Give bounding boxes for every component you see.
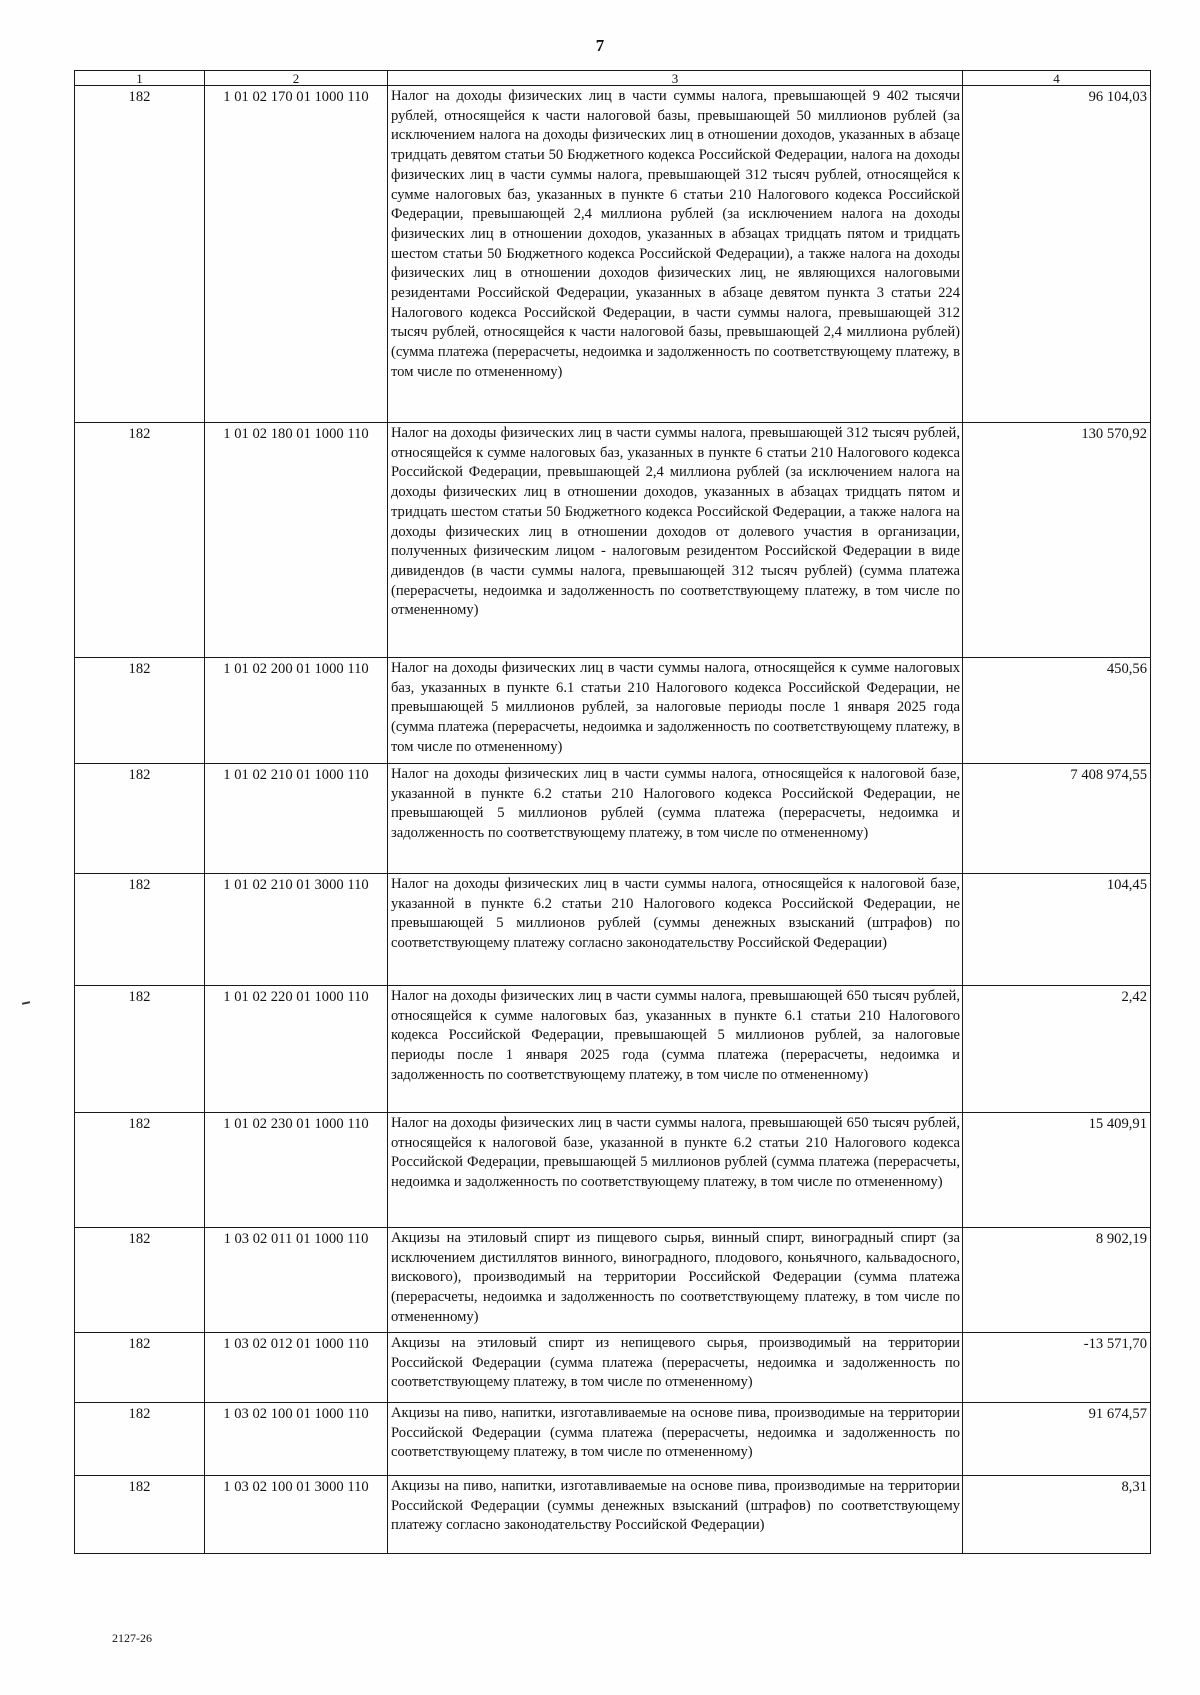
table-row [75,1476,1151,1554]
table-row [75,1333,1151,1403]
table-row [75,1113,1151,1228]
column-header-4: 4 [963,71,1151,86]
amount: 8,31 [963,1476,1151,1554]
revenue-name: Налог на доходы физических лиц в части суммы налога, превышающей 650 тысяч рублей, относящейся к сумме налоговых баз, указанных в пункте 6.1 статьи 210 Налогового кодекса Российской Федерации, превышающей 5 миллионов рублей, за налоговые периоды после 1 января 2025 года (сумма платежа (перерасчеты, недоимка и задолженность по соответствующему платежу, в том числе по отмененному) [388,986,963,1113]
column-header-2: 2 [205,71,388,86]
revenue-name: Налог на доходы физических лиц в части суммы налога, относящейся к налоговой базе, указанной в пункте 6.2 статьи 210 Налогового кодекса Российской Федерации, не превышающей 5 миллионов рублей (сумма платежа (перерасчеты, недоимка и задолженность по соответствующему платежу, в том числе по отмененному) [388,764,963,874]
document-code: 2127-26 [112,1631,152,1645]
header-row [75,71,1151,86]
budget-code: 1 01 02 210 01 1000 110 [205,764,388,874]
admin-code: 182 [75,1403,205,1476]
admin-code: 182 [75,86,205,423]
admin-code: 182 [75,1476,205,1554]
budget-code: 1 03 02 012 01 1000 110 [205,1333,388,1403]
admin-code: 182 [75,1333,205,1403]
amount: 8 902,19 [963,1228,1151,1333]
amount: 7 408 974,55 [963,764,1151,874]
amount: 2,42 [963,986,1151,1113]
admin-code: 182 [75,874,205,986]
budget-code: 1 03 02 100 01 3000 110 [205,1476,388,1554]
admin-code: 182 [75,986,205,1113]
revenue-table [74,70,1151,1554]
budget-code: 1 01 02 170 01 1000 110 [205,86,388,423]
revenue-name: Налог на доходы физических лиц в части суммы налога, превышающей 9 402 тысячи рублей, относящейся к части налоговой базы, превышающей 50 миллионов рублей (за исключением налога на доходы физических лиц в отношении доходов, указанных в абзаце тридцать девятом статьи 50 Бюджетного кодекса Российской Федерации, налога на доходы физических лиц в части суммы налога, превышающей 312 тысяч рублей, относящейся к сумме налоговых баз, указанных в пункте 6 статьи 210 Налогового кодекса Российской Федерации, превышающей 2,4 миллиона рублей (за исключением налога на доходы физических лиц в отношении доходов, указанных в абзацах тридцать пятом и тридцать шестом статьи 50 Бюджетного кодекса Российской Федерации), а также налога на доходы физических лиц в отношении доходов физических лиц, не являющихся налоговыми резидентами Российской Федерации, указанных в абзаце девятом пункта 3 статьи 224 Налогового кодекса Российской Федерации, в части суммы налога, превышающей 312 тысяч рублей, относящейся к части налоговой базы, превышающей 2,4 миллиона рублей) (сумма платежа (перерасчеты, недоимка и задолженность по соответствующему платежу, в том числе по отмененному) [388,86,963,423]
admin-code: 182 [75,1113,205,1228]
revenue-name: Акцизы на пиво, напитки, изготавливаемые на основе пива, производимые на территории Российской Федерации (сумма платежа (перерасчеты, недоимка и задолженность по соответствующему платежу, в том числе по отмененному) [388,1403,963,1476]
admin-code: 182 [75,423,205,658]
admin-code: 182 [75,658,205,764]
table-row [75,1403,1151,1476]
admin-code: 182 [75,1228,205,1333]
budget-code: 1 01 02 180 01 1000 110 [205,423,388,658]
budget-code: 1 03 02 100 01 1000 110 [205,1403,388,1476]
table-row [75,658,1151,764]
amount: 91 674,57 [963,1403,1151,1476]
revenue-name: Акцизы на пиво, напитки, изготавливаемые на основе пива, производимые на территории Российской Федерации (суммы денежных взысканий (штрафов) по соответствующему платежу согласно законодательству Российской Федерации) [388,1476,963,1554]
budget-code: 1 03 02 011 01 1000 110 [205,1228,388,1333]
revenue-name: Акцизы на этиловый спирт из пищевого сырья, винный спирт, виноградный спирт (за исключением дистиллятов винного, виноградного, плодового, коньячного, кальвадосного, вискового), производимый на территории Российской Федерации (сумма платежа (перерасчеты, недоимка и задолженность по соответствующему платежу, в том числе по отмененному) [388,1228,963,1333]
table-row [75,423,1151,658]
budget-code: 1 01 02 200 01 1000 110 [205,658,388,764]
amount: -13 571,70 [963,1333,1151,1403]
table-row [75,874,1151,986]
budget-code: 1 01 02 220 01 1000 110 [205,986,388,1113]
revenue-name: Налог на доходы физических лиц в части суммы налога, превышающей 312 тысяч рублей, относящейся к сумме налоговых баз, указанных в пункте 6 статьи 210 Налогового кодекса Российской Федерации, превышающей 2,4 миллиона рублей (за исключением налога на доходы физических лиц в отношении доходов, указанных в абзацах тридцать пятом и тридцать шестом статьи 50 Бюджетного кодекса Российской Федерации, а также налога на доходы физических лиц в отношении доходов от долевого участия в организации, полученных физическим лицом - налоговым резидентом Российской Федерации в виде дивидендов (в части суммы налога, превышающей 312 тысяч рублей) (сумма платежа (перерасчеты, недоимка и задолженность по соответствующему платежу, в том числе по отмененному) [388,423,963,658]
amount: 15 409,91 [963,1113,1151,1228]
amount: 104,45 [963,874,1151,986]
revenue-name: Налог на доходы физических лиц в части суммы налога, относящейся к налоговой базе, указанной в пункте 6.2 статьи 210 Налогового кодекса Российской Федерации, не превышающей 5 миллионов рублей (суммы денежных взысканий (штрафов) по соответствующему платежу согласно законодательству Российской Федерации) [388,874,963,986]
column-header-1: 1 [75,71,205,86]
admin-code: 182 [75,764,205,874]
table-row [75,986,1151,1113]
revenue-name: Налог на доходы физических лиц в части суммы налога, относящейся к сумме налоговых баз, указанных в пункте 6.1 статьи 210 Налогового кодекса Российской Федерации, не превышающей 5 миллионов рублей, за налоговые периоды после 1 января 2025 года (сумма платежа (перерасчеты, недоимка и задолженность по соответствующему платежу, в том числе по отмененному) [388,658,963,764]
budget-code: 1 01 02 230 01 1000 110 [205,1113,388,1228]
page-number: 7 [595,36,605,55]
table-row [75,764,1151,874]
amount: 130 570,92 [963,423,1151,658]
table-row [75,1228,1151,1333]
table-row [75,86,1151,423]
budget-code: 1 01 02 210 01 3000 110 [205,874,388,986]
revenue-name: Налог на доходы физических лиц в части суммы налога, превышающей 650 тысяч рублей, относящейся к налоговой базе, указанной в пункте 6.2 статьи 210 Налогового кодекса Российской Федерации, превышающей 5 миллионов рублей (сумма платежа (перерасчеты, недоимка и задолженность по соответствующему платежу, в том числе по отмененному) [388,1113,963,1228]
amount: 450,56 [963,658,1151,764]
amount: 96 104,03 [963,86,1151,423]
margin-mark [22,1001,30,1005]
revenue-name: Акцизы на этиловый спирт из непищевого сырья, производимый на территории Российской Федерации (сумма платежа (перерасчеты, недоимка и задолженность по соответствующему платежу, в том числе по отмененному) [388,1333,963,1403]
column-header-3: 3 [388,71,963,86]
